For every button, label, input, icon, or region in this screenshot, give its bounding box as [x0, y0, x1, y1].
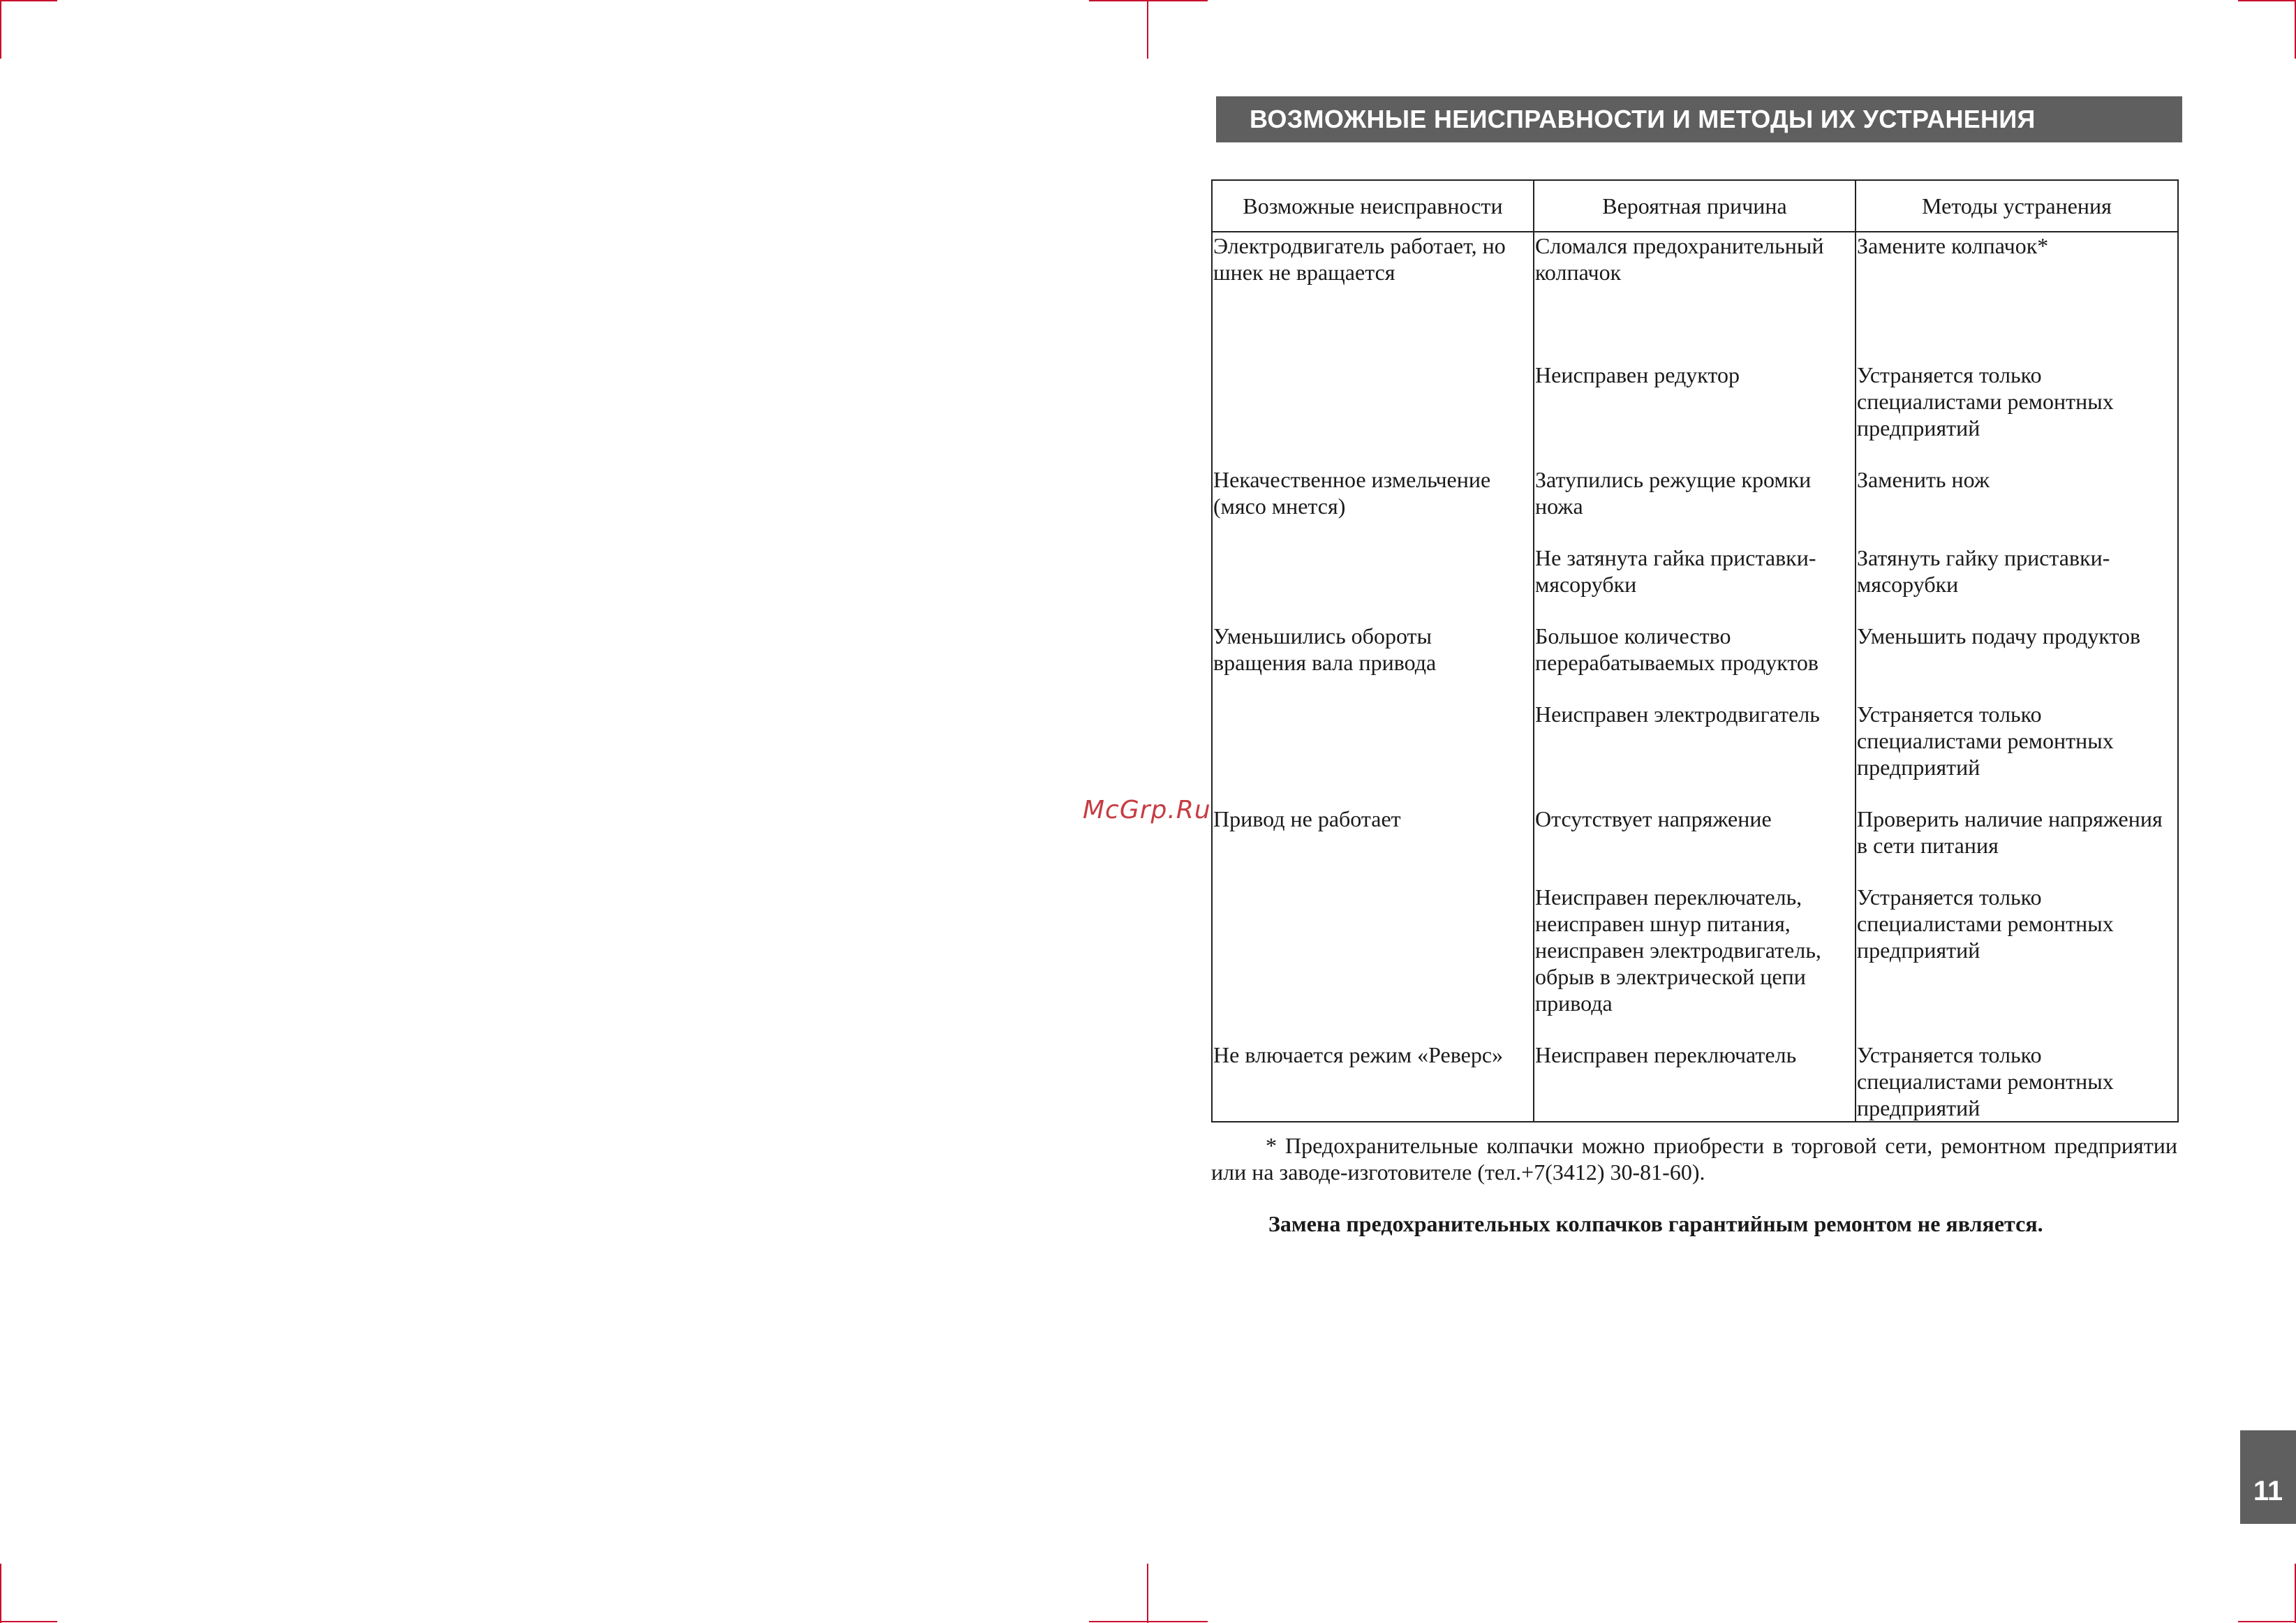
fault-cell: Некачественное измельчение (мясо мнется)	[1212, 466, 1534, 544]
fix-cell: Устраняется только специалистами ремонтных предприятий	[1856, 884, 2178, 1042]
table-row	[1212, 884, 2178, 1042]
crop-mark	[2238, 0, 2296, 1]
column-header-fix: Методы устранения	[1856, 180, 2178, 232]
fault-cell	[1212, 362, 1534, 466]
cause-cell: Не затянута гайка приставки-мясорубки	[1534, 544, 1856, 623]
fault-cell: Привод не работает	[1212, 806, 1534, 884]
warranty-note: Замена предохранительных колпачков гарантийным ремонтом не является.	[1268, 1211, 2043, 1236]
table-row	[1212, 806, 2178, 884]
watermark: McGrp.Ru	[1083, 796, 1211, 824]
cause-cell: Затупились режущие кромки ножа	[1534, 466, 1856, 544]
fault-cell	[1212, 884, 1534, 1042]
cause-cell: Неисправен переключатель	[1534, 1042, 1856, 1122]
fault-cell: Не влючается режим «Реверс»	[1212, 1042, 1534, 1122]
section-title: ВОЗМОЖНЫЕ НЕИСПРАВНОСТИ И МЕТОДЫ ИХ УСТРАНЕНИЯ	[1216, 96, 2182, 142]
crop-mark	[0, 0, 57, 1]
table-row	[1212, 466, 2178, 544]
cause-cell: Большое количество перерабатываемых продуктов	[1534, 623, 1856, 701]
fault-cell: Электродвигатель работает, но шнек не вращается	[1212, 232, 1534, 362]
page-number: 11	[2240, 1430, 2296, 1524]
cause-cell: Отсутствует напряжение	[1534, 806, 1856, 884]
fault-cell	[1212, 701, 1534, 806]
fault-cell: Уменьшились обороты вращения вала привода	[1212, 623, 1534, 701]
fix-cell: Заменить нож	[1856, 466, 2178, 544]
crop-mark	[1147, 1564, 1148, 1623]
table-row	[1212, 1042, 2178, 1122]
footnote: * Предохранительные колпачки можно приобрести в торговой сети, ремонтном предприятии или на заводе-изготовителе (тел.+7(3412) 30-81-60).	[1211, 1133, 2177, 1185]
fix-cell: Уменьшить подачу продуктов	[1856, 623, 2178, 701]
table-row	[1212, 623, 2178, 701]
fix-cell: Замените колпачок*	[1856, 232, 2178, 362]
fix-cell: Устраняется только специалистами ремонтных предприятий	[1856, 701, 2178, 806]
table-row	[1212, 701, 2178, 806]
fault-cell	[1212, 544, 1534, 623]
cause-cell: Сломался предохранительный колпачок	[1534, 232, 1856, 362]
cause-cell: Неисправен редуктор	[1534, 362, 1856, 466]
crop-mark	[0, 1621, 57, 1622]
crop-mark	[0, 0, 1, 59]
column-header-cause: Вероятная причина	[1534, 180, 1856, 232]
fix-cell: Устраняется только специалистами ремонтных предприятий	[1856, 1042, 2178, 1122]
cause-cell: Неисправен электродвигатель	[1534, 701, 1856, 806]
fix-cell: Затянуть гайку приставки-мясорубки	[1856, 544, 2178, 623]
column-header-fault: Возможные неисправности	[1212, 180, 1534, 232]
crop-mark	[1089, 0, 1208, 1]
table-row	[1212, 544, 2178, 623]
crop-mark	[0, 1564, 1, 1623]
fix-cell: Устраняется только специалистами ремонтных предприятий	[1856, 362, 2178, 466]
troubleshooting-table	[1211, 179, 2179, 1122]
table-row	[1212, 362, 2178, 466]
cause-cell: Неисправен переключатель, неисправен шнур питания, неисправен электродвигатель, обрыв в электрической цепи привода	[1534, 884, 1856, 1042]
table-row	[1212, 232, 2178, 362]
fix-cell: Проверить наличие напряжения в сети питания	[1856, 806, 2178, 884]
table-header-row	[1212, 180, 2178, 232]
crop-mark	[1147, 0, 1148, 59]
crop-mark	[2238, 1621, 2296, 1622]
crop-mark	[1089, 1621, 1208, 1622]
